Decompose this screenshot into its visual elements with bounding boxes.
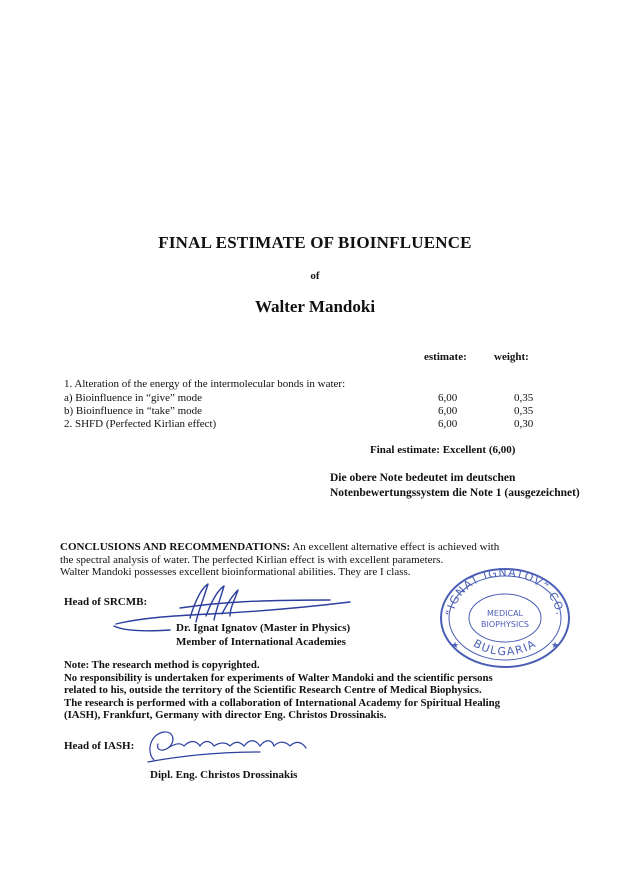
table-row-weight: 0,35 [514,392,534,404]
table-row-label: a) Bioinfluence in “give” mode [64,392,203,404]
stamp-center-line2: BIOPHYSICS [481,620,529,629]
stamp-top-text: “IGNAT IGNATOV” CO. [443,566,567,617]
srcmb-signer-name: Dr. Ignat Ignatov (Master in Physics) [176,622,351,634]
table-row-estimate: 6,00 [438,405,458,417]
stamp-center-line1: MEDICAL [487,609,523,618]
head-iash-label: Head of IASH: [64,740,135,752]
title-of: of [310,270,320,282]
conclusions-line: Walter Mandoki possesses excellent bioinformational abilities. They are I class. [60,566,411,578]
conclusions-line: the spectral analysis of water. The perfected Kirlian effect is with excellent parameters. [60,553,444,566]
head-srcmb-label: Head of SRCMB: [64,596,148,608]
research-notes [64,659,564,722]
star-icon: ★ [451,641,460,651]
conclusions-heading: CONCLUSIONS AND RECOMMENDATIONS: [60,541,291,553]
table-row-weight: 0,30 [514,418,534,430]
table-row-label: 1. Alteration of the energy of the intermolecular bonds in water: [64,378,346,390]
svg-text:BULGARIA [471,637,539,658]
note-line: No responsibility is undertaken for experiments of Walter Mandoki and the scientific persons [64,671,493,684]
document-title: FINAL ESTIMATE OF BIOINFLUENCE [158,233,472,252]
table-row-estimate: 6,00 [438,392,458,404]
final-estimate: Final estimate: Excellent (6,00) [370,444,516,456]
table-row-label: 2. SHFD (Perfected Kirlian effect) [64,418,217,430]
person-name: Walter Mandoki [254,297,376,316]
estimate-column-header: estimate: [424,351,467,363]
note-line: Note: The research method is copyrighted. [64,659,260,671]
stamp-bottom-text: BULGARIA [471,636,539,659]
iash-signature [140,726,330,766]
conclusions-line: An excellent alternative effect is achieved with [290,541,500,553]
table-row-estimate: 6,00 [438,418,458,430]
company-stamp [437,566,573,670]
note-line: related to his, outside the territory of the Scientific Research Centre of Medical Biophysics. [64,684,482,696]
star-icon: ★ [551,641,560,651]
note-line: The research is performed with a collaboration of International Academy for Spiritual Healing [64,696,501,709]
table-row-label: b) Bioinfluence in “take” mode [64,405,203,417]
iash-signer-name: Dipl. Eng. Christos Drossinakis [150,769,298,781]
german-grade-note: Die obere Note bedeutet im deutschen Notenbewertungssystem die Note 1 (ausgezeichnet) [330,472,580,499]
table-row-weight: 0,35 [514,405,534,417]
note-line: (IASH), Frankfurt, Germany with director Eng. Christos Drossinakis. [64,709,387,721]
weight-column-header: weight: [494,351,529,363]
srcmb-signer-role: Member of International Academies [176,636,346,648]
